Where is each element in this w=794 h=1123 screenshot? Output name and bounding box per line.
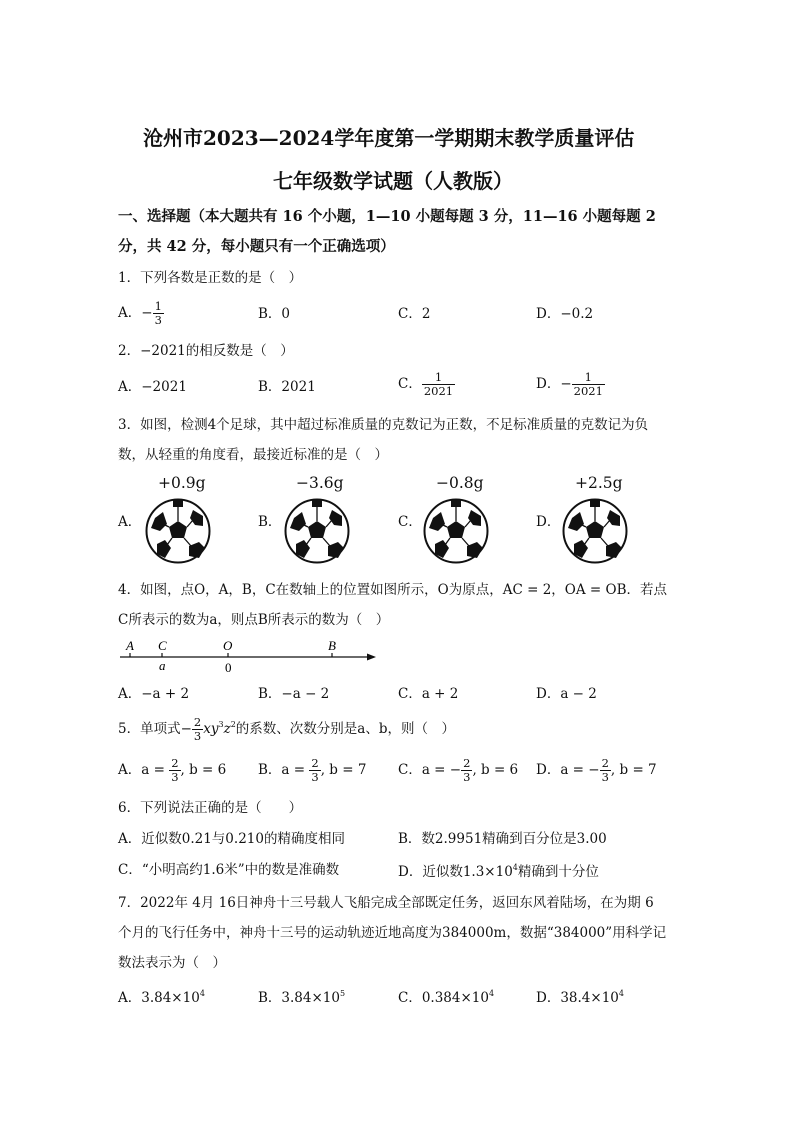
q3-weight-b: −3.6g	[296, 474, 344, 492]
q7-option-a	[118, 990, 205, 1006]
option-post: , b = 7	[610, 762, 657, 779]
q1-option-c: C．2	[398, 306, 431, 322]
q5-suffix: 的系数、次数分别是a、b，则（ ）	[235, 721, 455, 738]
option-text: B．3.84×10	[258, 990, 340, 1006]
q3-weight-a: +0.9g	[158, 474, 206, 492]
question-4-line2: C所表示的数为a，则点B所表示的数为（ ）	[118, 612, 390, 628]
minus-sign: −	[141, 305, 153, 322]
fraction	[153, 300, 164, 327]
q1-option-b: B．0	[258, 306, 291, 322]
denominator: 3	[193, 729, 202, 744]
q6-option-c: C．“小明高约1.6米”中的数是准确数	[118, 862, 340, 878]
page-subtitle: 七年级数学试题（人教版）	[273, 169, 513, 193]
q4-option-d: D．a − 2	[536, 686, 597, 702]
option-pre: a = −	[560, 762, 600, 779]
exponent: 3	[218, 720, 224, 730]
point-b-label: B	[328, 638, 336, 653]
option-label: A．	[118, 762, 142, 779]
option-label: B．	[258, 762, 282, 779]
fraction	[422, 371, 455, 398]
monomial-z: z	[223, 721, 231, 738]
denominator: 3	[311, 770, 319, 785]
denominator: 3	[601, 770, 609, 785]
option-label: D．	[536, 376, 561, 393]
option-label: D．	[536, 762, 561, 779]
option-text: A．3.84×10	[118, 990, 200, 1006]
option-label: A．	[118, 305, 142, 322]
option-pre: a =	[141, 762, 170, 779]
monomial-xy: xy	[203, 721, 219, 738]
q3-weight-d: +2.5g	[575, 474, 623, 492]
option-post: , b = 6	[472, 762, 519, 779]
denominator: 3	[154, 313, 162, 328]
q5-prefix: 5．单项式−	[118, 721, 192, 738]
section-heading-line2: 分，共 42 分，每小题只有一个正确选项）	[118, 238, 395, 255]
q5-option-c	[398, 757, 518, 784]
q1-option-d: D．−0.2	[536, 306, 594, 322]
fraction	[600, 757, 611, 784]
option-post: , b = 7	[320, 762, 367, 779]
question-6-stem: 6．下列说法正确的是（ ）	[118, 800, 303, 816]
exponent: 4	[618, 989, 624, 998]
denominator: 2021	[423, 384, 454, 399]
option-text: D．近似数1.3×10	[398, 864, 513, 880]
numerator: 1	[422, 371, 455, 385]
numerator: 2	[171, 756, 179, 770]
q2-option-c	[398, 371, 455, 398]
fraction	[169, 757, 180, 784]
fraction	[461, 757, 472, 784]
exponent: 4	[199, 989, 205, 998]
point-o-label: O	[223, 638, 233, 653]
q5-option-b	[258, 757, 366, 784]
fraction	[572, 371, 605, 398]
soccer-ball-icon	[562, 498, 628, 564]
option-text: D．38.4×10	[536, 990, 619, 1006]
option-label: C．	[398, 376, 422, 393]
option-text: C．0.384×10	[398, 990, 489, 1006]
option-pre: a = −	[421, 762, 462, 779]
numerator: 2	[193, 715, 202, 729]
q2-option-d	[536, 371, 605, 398]
fraction	[309, 757, 320, 784]
number-line-diagram	[118, 636, 380, 676]
numerator: 2	[601, 756, 609, 770]
question-3-line2: 数，从轻重的角度看，最接近标准的是（ ）	[118, 447, 388, 463]
value-zero-label: 0	[225, 660, 232, 675]
numerator: 2	[463, 756, 471, 770]
q3-weight-c: −0.8g	[436, 474, 484, 492]
question-2-stem: 2．−2021的相反数是（ ）	[118, 343, 294, 359]
option-label: C．	[398, 762, 422, 779]
minus-sign: −	[560, 376, 572, 393]
denominator: 2021	[573, 384, 603, 399]
q5-option-a	[118, 757, 226, 784]
numerator: 2	[311, 756, 319, 770]
q6-option-d	[398, 864, 599, 880]
point-c-label: C	[158, 638, 167, 653]
soccer-ball-icon	[423, 498, 489, 564]
exponent: 5	[339, 989, 346, 998]
question-3-line1: 3．如图，检测4个足球，其中超过标准质量的克数记为正数，不足标准质量的克数记为负	[118, 417, 649, 433]
q3-option-c-label: C．	[398, 514, 422, 530]
q1-option-a	[118, 300, 164, 327]
soccer-ball-icon	[284, 498, 350, 564]
numerator: 1	[572, 371, 605, 385]
exponent: 4	[488, 989, 495, 998]
denominator: 3	[463, 770, 471, 785]
q3-option-b-label: B．	[258, 514, 282, 530]
q2-option-a: A．−2021	[118, 379, 187, 395]
question-4-line1: 4．如图，点O，A，B，C在数轴上的位置如图所示，O为原点，AC = 2，OA = OB．若点	[118, 582, 667, 598]
question-1-stem: 1．下列各数是正数的是（ ）	[118, 270, 303, 286]
denominator: 3	[171, 770, 179, 785]
q3-option-d-label: D．	[536, 514, 561, 530]
page-title: 沧州市2023—2024学年度第一学期期末教学质量评估	[143, 126, 635, 150]
q2-option-b: B．2021	[258, 379, 316, 395]
exponent: 4	[512, 863, 518, 872]
q7-option-c	[398, 990, 494, 1006]
q6-option-a: A．近似数0.21与0.210的精确度相同	[118, 831, 345, 847]
question-7-line1: 7．2022年 4月 16日神舟十三号载人飞船完成全部既定任务，返回东风着陆场，在为期 6	[118, 895, 654, 911]
q4-option-b: B．−a − 2	[258, 686, 330, 702]
fraction	[192, 716, 203, 743]
q4-option-a: A．−a + 2	[118, 686, 190, 702]
exponent: 2	[230, 720, 236, 730]
q5-option-d	[536, 757, 657, 784]
section-heading-line1: 一、选择题（本大题共有 16 个小题，1—10 小题每题 3 分，11—16 小题每题 2	[118, 208, 656, 225]
question-5-stem	[118, 716, 455, 743]
option-text: 精确到十分位	[517, 864, 599, 880]
numerator: 1	[154, 299, 162, 313]
q7-option-b	[258, 990, 345, 1006]
q7-option-d	[536, 990, 624, 1006]
soccer-ball-icon	[145, 498, 211, 564]
value-a-label: a	[159, 658, 166, 673]
point-a-label: A	[126, 638, 134, 653]
question-7-line2: 个月的飞行任务中，神舟十三号的运动轨迹近地高度为384000m，数据“384000”用科学记	[118, 925, 667, 941]
option-pre: a =	[281, 762, 310, 779]
question-7-line3: 数法表示为（ ）	[118, 955, 226, 971]
q3-option-a-label: A．	[118, 514, 142, 530]
option-post: , b = 6	[180, 762, 227, 779]
q4-option-c: C．a + 2	[398, 686, 459, 702]
q6-option-b: B．数2.9951精确到百分位是3.00	[398, 831, 607, 847]
